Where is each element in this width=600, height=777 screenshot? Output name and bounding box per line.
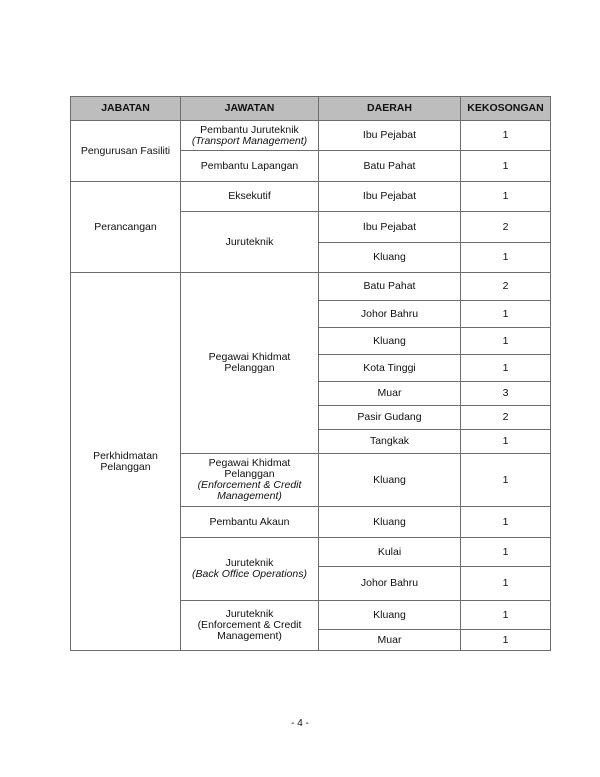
daerah-cell: Kluang [319,454,461,507]
jabatan-line: Perkhidmatan [93,449,158,462]
daerah-cell: Pasir Gudang [319,406,461,430]
jawatan-title-line: Juruteknik [225,608,274,620]
daerah-cell: Batu Pahat [319,273,461,301]
daerah-cell: Johor Bahru [319,567,461,601]
kekosongan-cell: 2 [461,273,551,301]
kekosongan-cell: 3 [461,382,551,406]
daerah-cell: Johor Bahru [319,301,461,328]
jawatan-cell [181,273,319,454]
jawatan-cell [181,601,319,651]
daerah-cell: Muar [319,630,461,651]
daerah-cell: Kota Tinggi [319,355,461,382]
header-jawatan: JAWATAN [181,97,319,121]
daerah-cell: Kluang [319,328,461,355]
jawatan-title: Pembantu Juruteknik [200,123,299,136]
daerah-cell: Kluang [319,601,461,630]
kekosongan-cell: 1 [461,454,551,507]
daerah-cell: Kulai [319,538,461,567]
kekosongan-cell: 1 [461,630,551,651]
kekosongan-cell: 1 [461,567,551,601]
page-number: - 4 - [291,718,309,729]
daerah-cell: Kluang [319,243,461,273]
header-daerah: DAERAH [319,97,461,121]
jawatan-title: Juruteknik [225,557,274,569]
jawatan-cell: Juruteknik [181,212,319,273]
jabatan-cell [71,273,181,651]
jawatan-cell: Eksekutif [181,182,319,212]
daerah-cell: Ibu Pejabat [319,212,461,243]
table-row [71,273,551,301]
jabatan-cell: Perancangan [71,182,181,273]
kekosongan-cell: 1 [461,301,551,328]
jabatan-cell: Pengurusan Fasiliti [71,121,181,182]
header-kekosongan: KEKOSONGAN [461,97,551,121]
jawatan-subtitle-line: (Enforcement & Credit [197,479,302,491]
jawatan-cell: Pembantu Akaun [181,507,319,538]
kekosongan-cell: 1 [461,151,551,182]
jawatan-title-line: Pegawai Khidmat [208,457,291,469]
kekosongan-cell: 1 [461,430,551,454]
daerah-cell: Ibu Pejabat [319,182,461,212]
kekosongan-cell: 1 [461,182,551,212]
kekosongan-cell: 1 [461,121,551,151]
jawatan-title-line: Pegawai Khidmat [208,351,291,363]
kekosongan-cell: 2 [461,406,551,430]
jawatan-cell [181,454,319,507]
kekosongan-cell: 1 [461,601,551,630]
jawatan-title-line: Management) [217,630,282,642]
daerah-cell: Kluang [319,507,461,538]
table-row [71,182,551,212]
jawatan-title-line: Pelanggan [224,468,275,480]
header-jabatan: JABATAN [71,97,181,121]
jawatan-cell [181,538,319,601]
kekosongan-cell: 1 [461,538,551,567]
vacancy-table [70,96,551,651]
kekosongan-cell: 1 [461,243,551,273]
jawatan-subtitle: (Transport Management) [191,134,308,147]
jawatan-cell [181,121,319,151]
jawatan-title-line: Pelanggan [224,362,275,374]
jabatan-line: Pelanggan [100,460,151,473]
daerah-cell: Ibu Pejabat [319,121,461,151]
daerah-cell: Tangkak [319,430,461,454]
kekosongan-cell: 1 [461,507,551,538]
jawatan-cell: Pembantu Lapangan [181,151,319,182]
daerah-cell: Batu Pahat [319,151,461,182]
table-row [71,121,551,151]
kekosongan-cell: 1 [461,328,551,355]
daerah-cell: Muar [319,382,461,406]
table-header-row [71,97,551,121]
jawatan-subtitle: (Back Office Operations) [192,568,307,580]
kekosongan-cell: 2 [461,212,551,243]
jawatan-subtitle-line: Management) [217,490,282,502]
kekosongan-cell: 1 [461,355,551,382]
jawatan-title-line: (Enforcement & Credit [197,619,302,631]
